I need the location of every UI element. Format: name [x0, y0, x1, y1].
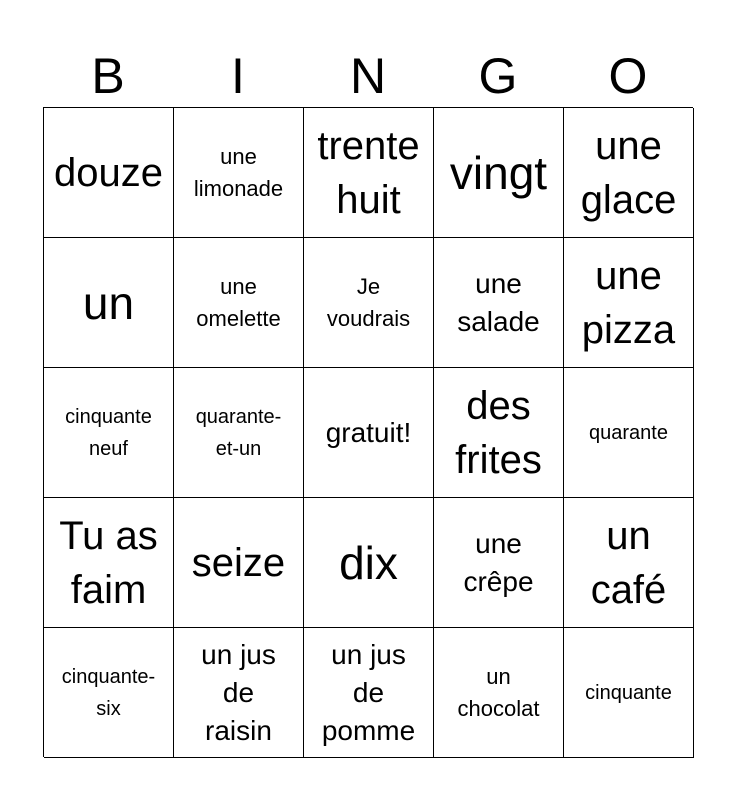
bingo-cell[interactable]: [434, 628, 564, 758]
bingo-cell[interactable]: [564, 368, 694, 498]
cell-text: quarante: [589, 421, 668, 444]
bingo-cell[interactable]: [304, 108, 434, 238]
cell-text: une omelette: [196, 273, 281, 331]
cell-text: dix: [339, 536, 398, 589]
bingo-cell[interactable]: [564, 498, 694, 628]
header-letter-g: G: [478, 48, 518, 104]
bingo-cell[interactable]: [434, 108, 564, 238]
header-letter-b: B: [91, 48, 125, 104]
bingo-cell[interactable]: [304, 238, 434, 368]
cell-text: gratuit!: [325, 416, 412, 448]
bingo-cell[interactable]: [304, 498, 434, 628]
cell-text: une crêpe: [463, 527, 534, 597]
cell-text: cinquante neuf: [65, 405, 152, 460]
bingo-cell[interactable]: [174, 628, 304, 758]
cell-text: un café: [590, 513, 667, 612]
bingo-cell[interactable]: [174, 498, 304, 628]
bingo-cell[interactable]: [174, 238, 304, 368]
cell-text: un jus de pomme: [321, 638, 416, 746]
header-letter-n: N: [349, 48, 387, 104]
cell-text: cinquante: [585, 681, 672, 704]
bingo-cell[interactable]: [434, 238, 564, 368]
cell-text: un: [82, 276, 135, 329]
header-letter-o: O: [608, 48, 648, 104]
header-letter-i: I: [231, 48, 245, 104]
cell-text: une pizza: [581, 253, 676, 352]
cell-text: une glace: [580, 123, 677, 222]
cell-text: vingt: [449, 146, 548, 199]
cell-text: cinquante- six: [61, 665, 156, 720]
bingo-cell[interactable]: [434, 368, 564, 498]
bingo-header: [43, 44, 693, 108]
bingo-card-grid: [43, 107, 693, 757]
cell-text: des frites: [455, 383, 542, 482]
bingo-cell[interactable]: [564, 238, 694, 368]
bingo-cell[interactable]: [174, 108, 304, 238]
cell-text: Je voudrais: [326, 273, 411, 331]
bingo-cell[interactable]: [304, 628, 434, 758]
cell-text: un jus de raisin: [201, 638, 276, 746]
bingo-cell[interactable]: [44, 108, 174, 238]
bingo-cell[interactable]: [434, 498, 564, 628]
bingo-cell[interactable]: [44, 628, 174, 758]
cell-text: douze: [54, 150, 163, 195]
bingo-cell[interactable]: [44, 498, 174, 628]
bingo-cell[interactable]: [44, 238, 174, 368]
bingo-cell[interactable]: [174, 368, 304, 498]
cell-text: un chocolat: [457, 663, 540, 721]
cell-text: seize: [191, 540, 286, 585]
cell-text: quarante- et-un: [195, 405, 282, 460]
bingo-cell[interactable]: [44, 368, 174, 498]
cell-text: trente huit: [317, 123, 420, 222]
cell-text: Tu as faim: [59, 513, 158, 612]
cell-text: une salade: [457, 267, 540, 337]
bingo-cell[interactable]: [564, 108, 694, 238]
cell-text: une limonade: [193, 143, 284, 201]
bingo-cell[interactable]: [304, 368, 434, 498]
bingo-cell[interactable]: [564, 628, 694, 758]
